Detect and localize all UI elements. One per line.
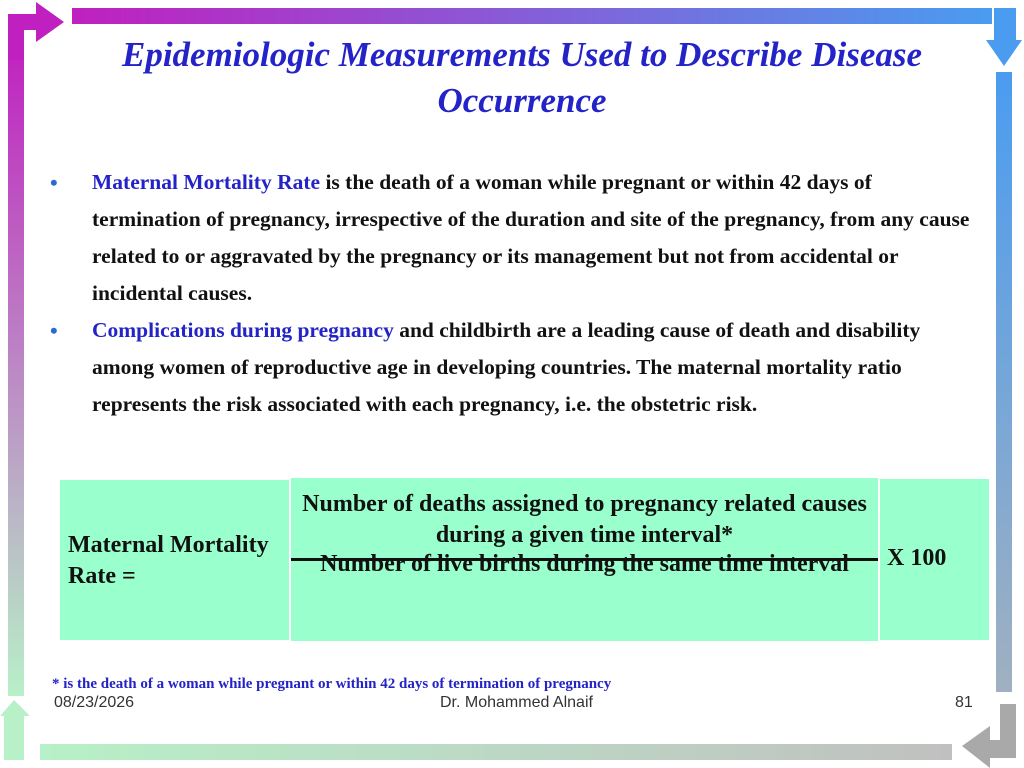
footer-author: Dr. Mohammed Alnaif (440, 694, 593, 711)
bullet-highlight: Maternal Mortality Rate (92, 170, 321, 194)
formula-fraction-cell (291, 478, 878, 641)
bullet-dot-icon: • (50, 170, 58, 195)
bullet-dot-icon: • (50, 318, 58, 343)
footnote: * is the death of a woman while pregnant or within 42 days of termination of pregnancy (52, 676, 612, 692)
frame-arrow-top-left-icon (8, 2, 64, 60)
frame-right-bar (996, 72, 1012, 692)
formula-multiplier-cell (880, 479, 989, 640)
page-number: 81 (955, 694, 973, 711)
frame-arrow-bottom-right-icon (962, 704, 1016, 768)
frame-top-bar (72, 8, 992, 24)
frame-arrow-bottom-left-icon (0, 700, 30, 760)
bullet-item (50, 312, 980, 423)
formula-numerator: Number of deaths assigned to pregnancy related causes during a given time interval* (302, 491, 867, 548)
slide-title: Epidemiologic Measurements Used to Describe Disease Occurrence (121, 35, 923, 120)
formula-label-cell (60, 480, 289, 640)
formula-label: Maternal Mortality Rate = (68, 532, 269, 589)
bullet-text: and childbirth are a leading cause of death and disability among women of reproductive age in developing countries. The maternal mortality ratio represents the risk associated with each pregnancy, i.e. the obstetric risk. (92, 318, 921, 416)
bullet-item (50, 164, 980, 312)
bullet-text: is the death of a woman while pregnant or within 42 days of termination of pregnancy, irrespective of the duration and site of the pregnancy, from any cause related to or aggravated by the pregnancy or its management but not from accidental or incidental causes. (92, 170, 970, 305)
frame-left-bar (8, 40, 24, 696)
formula-multiplier: X 100 (887, 545, 947, 571)
formula-denominator: Number of live births during the same time interval (320, 551, 849, 577)
footer-date: 08/23/2026 (54, 694, 135, 711)
bullet-list (50, 164, 980, 423)
bullet-highlight: Complications during pregnancy (92, 318, 394, 342)
frame-bottom-bar (40, 744, 952, 760)
